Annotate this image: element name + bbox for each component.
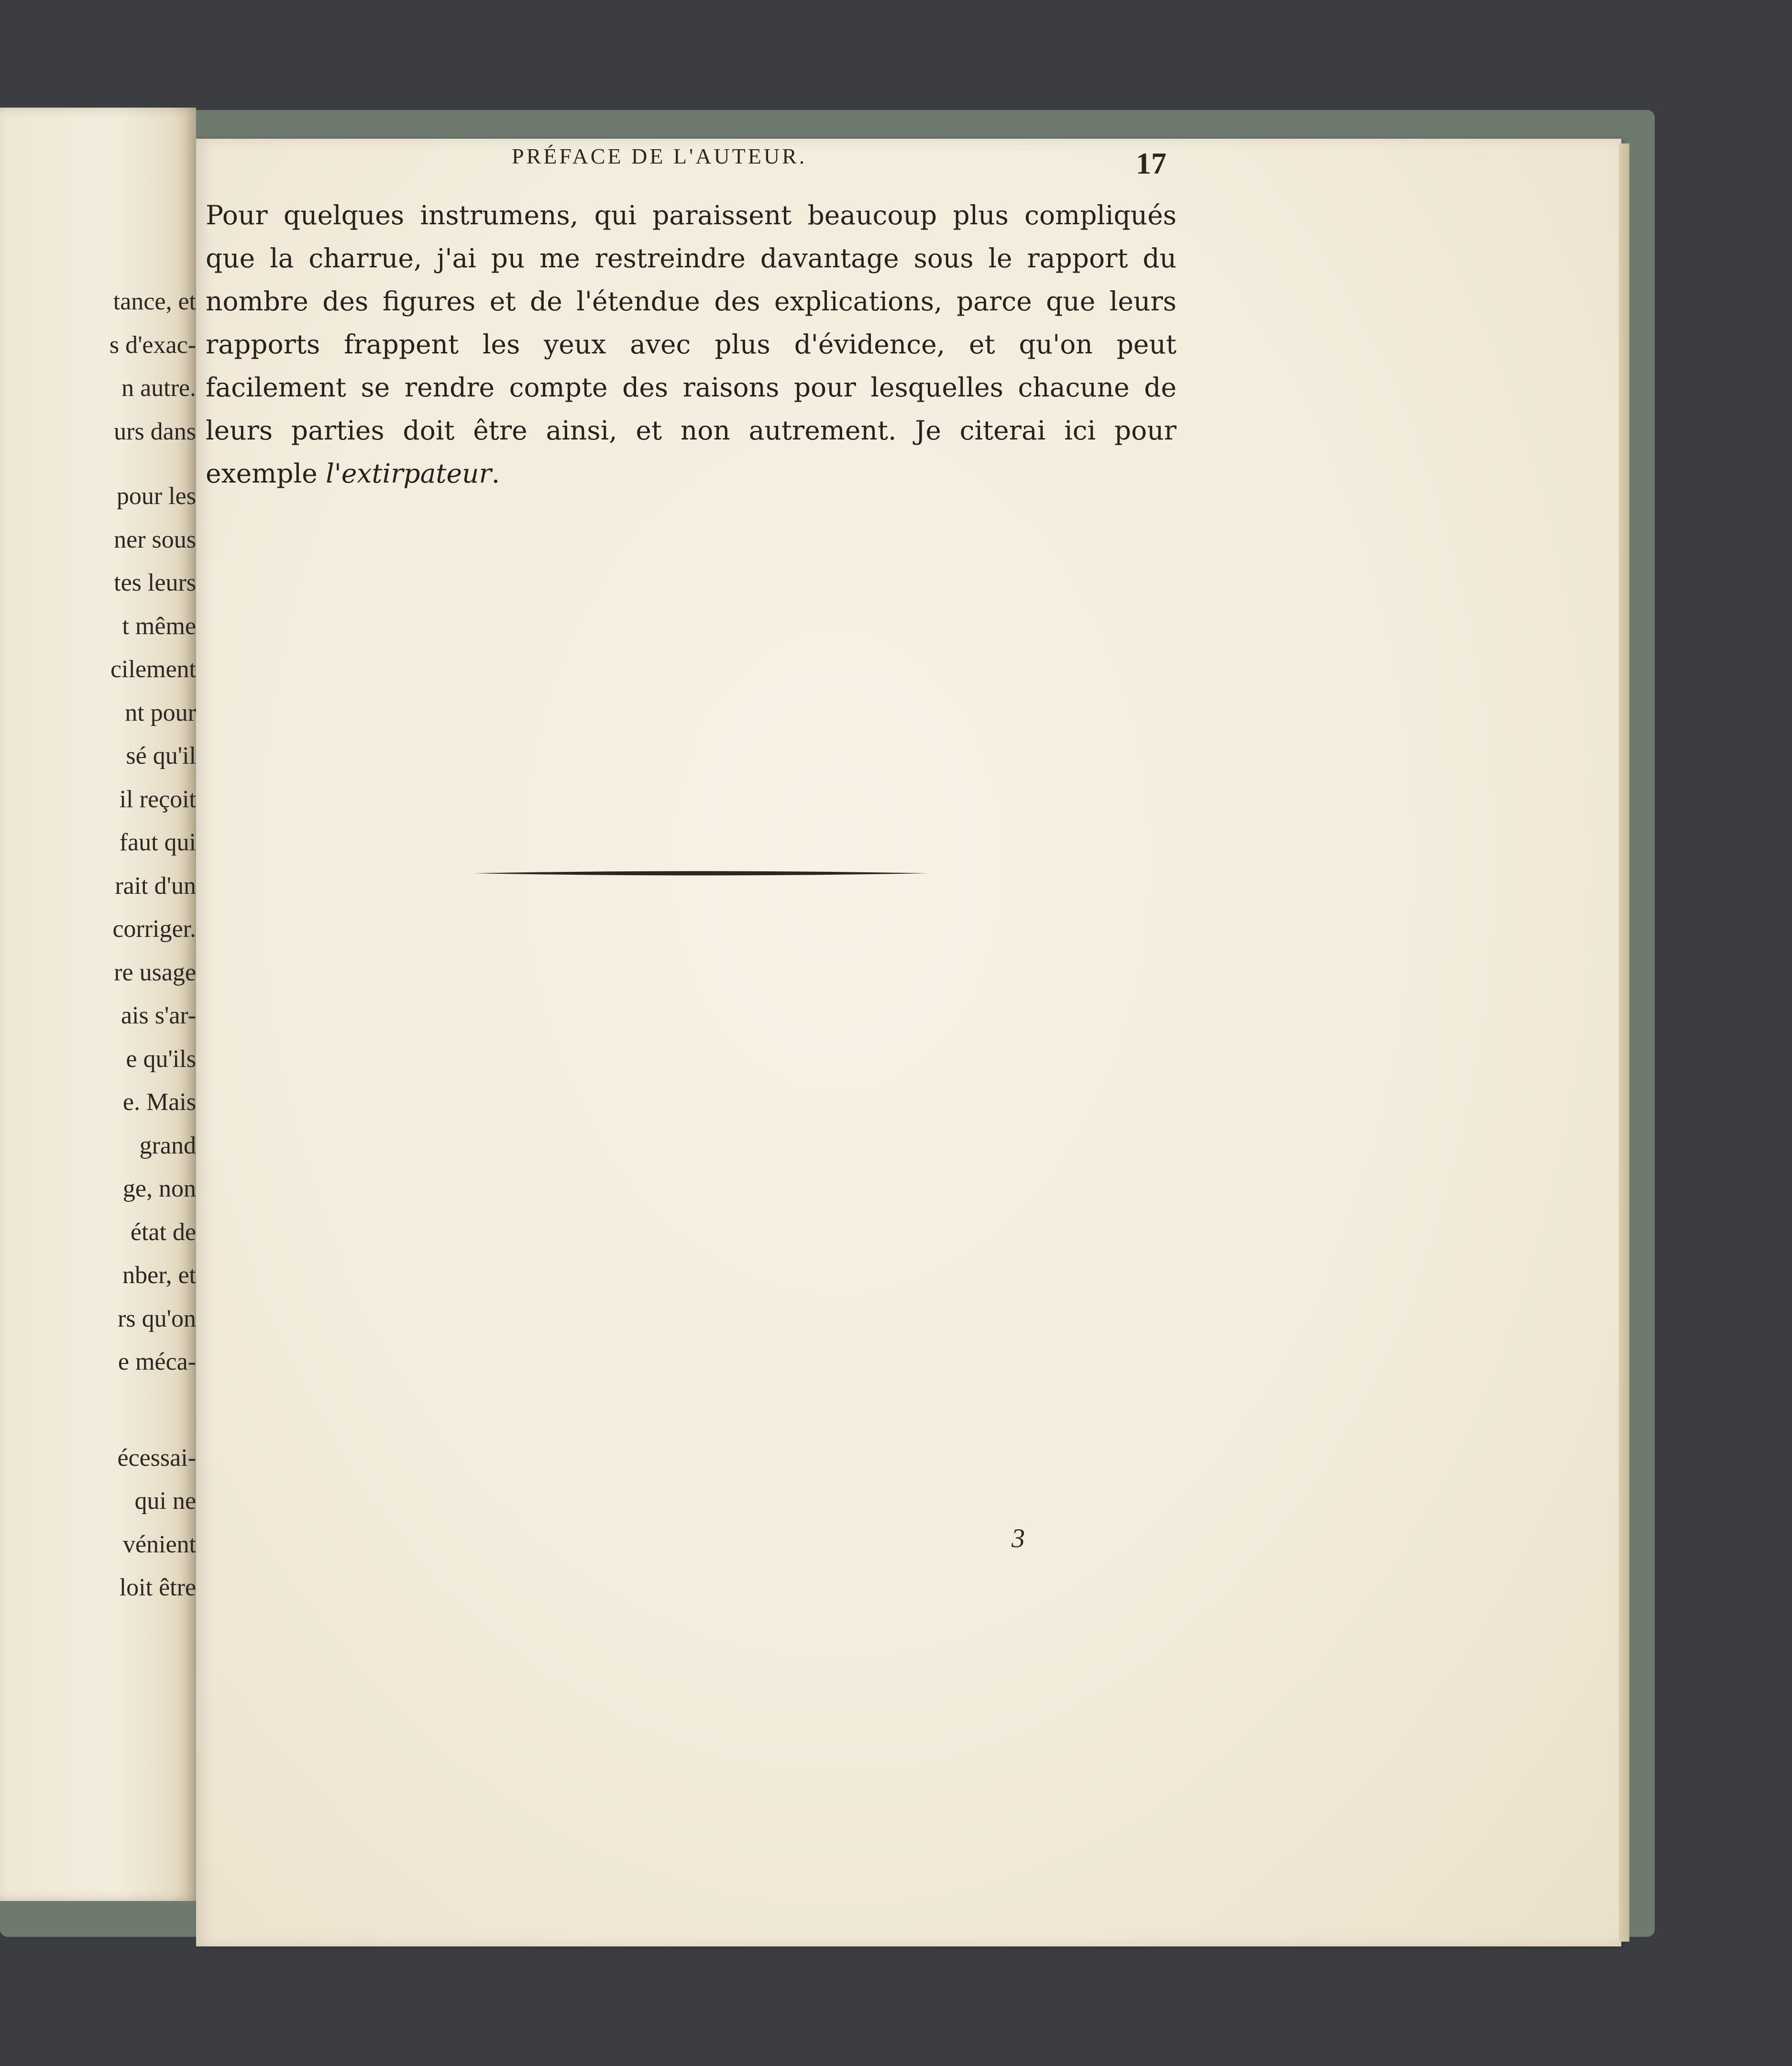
left-page-line: sé qu'il — [126, 742, 196, 769]
left-page-line: corriger. — [112, 915, 196, 943]
left-page-line: tes leurs — [114, 569, 196, 596]
page-number: 17 — [1136, 146, 1166, 180]
left-page — [0, 108, 196, 1901]
left-page-line: e. Mais — [122, 1088, 196, 1116]
left-page-line: ge, non — [122, 1175, 196, 1202]
left-page-line: e méca- — [118, 1348, 196, 1375]
left-page-line: qui ne — [134, 1487, 196, 1515]
left-page-line: urs dans — [114, 418, 196, 445]
left-page-line: ais s'ar- — [121, 1002, 196, 1029]
page-edge — [1619, 143, 1629, 1942]
left-page-line: écessai- — [117, 1444, 196, 1472]
left-page-line: rait d'un — [115, 872, 196, 900]
left-page-line: tance, et — [113, 288, 196, 315]
rule-line — [473, 871, 928, 876]
left-page-line: grand — [139, 1132, 196, 1159]
paragraph-end: . — [491, 458, 500, 489]
left-page-line: loit être — [119, 1574, 196, 1601]
left-page-line: ner sous — [114, 526, 196, 553]
left-page-line: nt pour — [125, 699, 196, 726]
left-page-line: re usage — [114, 958, 196, 986]
signature-mark: 3 — [1011, 1524, 1025, 1553]
left-page-line: t même — [122, 612, 196, 640]
left-page-line: cilement — [110, 656, 196, 683]
left-page-line: nber, et — [122, 1262, 196, 1289]
running-header: PRÉFACE DE L'AUTEUR. — [512, 144, 807, 168]
left-page-line: pour les — [116, 483, 196, 510]
paragraph-text: Pour quelques instrumens, qui paraissent beaucoup plus compliqués que la charrue, j'ai pu me restreindre davantage sous le rapport du nombre des figures et de l'étendue des explications, parce que leurs rapports frappent les yeux avec plus d'évidence, et qu'on peut facilement se rendre compte des raisons pour lesquelles chacune de leurs parties doit être ainsi, et non autrement. Je citerai ici pour exemple — [206, 200, 1176, 489]
left-page-line: état de — [130, 1218, 196, 1246]
left-page-line: rs qu'on — [118, 1305, 196, 1332]
left-page-line: s d'exac- — [109, 331, 196, 359]
italic-term: l'extirpateur — [326, 458, 492, 489]
left-page-line: il reçoit — [119, 785, 196, 813]
left-page-line: vénient — [122, 1530, 196, 1558]
ornamental-rule — [473, 868, 928, 879]
left-page-line: faut qui — [119, 829, 196, 856]
body-paragraph — [206, 194, 1176, 495]
left-page-line: e qu'ils — [126, 1045, 196, 1073]
left-page-line: n autre. — [121, 374, 196, 402]
